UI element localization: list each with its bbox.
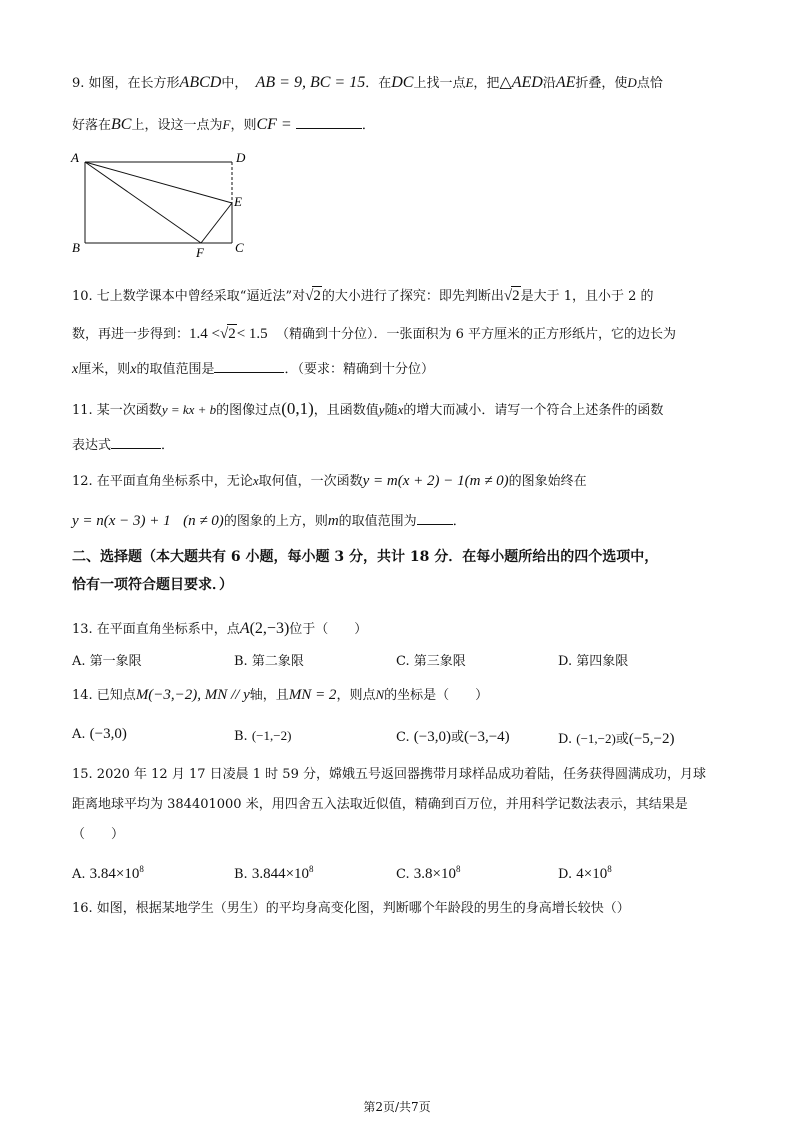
- q15-option-b[interactable]: B. $3.844\times 10^8$: [234, 864, 314, 882]
- q10-text: 的取值范围是: [136, 362, 215, 377]
- q10-line3: [72, 358, 434, 379]
- label-d: D: [236, 150, 246, 165]
- q12-text: ．: [452, 514, 466, 529]
- segment-bc: BC: [111, 116, 132, 133]
- q11-text: 表达式: [72, 438, 112, 453]
- mn-length: MN = 2: [288, 687, 337, 703]
- var-y: y: [378, 402, 385, 417]
- q13-text: 位于（ ）: [289, 622, 368, 637]
- point-e: E: [465, 75, 474, 90]
- answer-blank[interactable]: [111, 434, 161, 449]
- segment-ef-line: [201, 203, 232, 243]
- q12-line2: [72, 510, 466, 531]
- q15-line3: （ ）: [72, 827, 125, 842]
- linear-function: y = kx + b: [161, 402, 217, 417]
- q9-text: ．在: [365, 76, 392, 91]
- q11-text: ．: [161, 438, 175, 453]
- given-lengths: AB = 9, BC = 15: [255, 74, 366, 91]
- segment-af-line: [85, 162, 201, 243]
- section-heading-cont: 恰有一项符合题目要求．）: [72, 577, 233, 593]
- q9-text: 上，设这一点为: [131, 118, 223, 133]
- q10-text: （精确到十分位）．一张面积为 6 平方厘米的正方形纸片，它的边长为: [275, 327, 676, 342]
- q9-text: 好落在: [72, 118, 112, 133]
- q11-text: 的图像过点: [216, 403, 282, 418]
- q15-line1: 15. 2020 年 12 月 17 日凌晨 1 时 59 分，嫦娥五号返回器携带月球样品成功着陆，任务获得圆满成功，月球: [72, 767, 706, 782]
- q11-line2: [72, 434, 174, 455]
- q9-text: 沿: [542, 76, 556, 91]
- inequality-right: < 1.5: [236, 326, 268, 342]
- label-a: A: [71, 150, 79, 165]
- q13-option-a[interactable]: A. 第一象限: [72, 654, 142, 669]
- answer-blank[interactable]: [417, 510, 453, 525]
- q11-text: ，且函数值: [313, 403, 379, 418]
- q9-text: ，则: [230, 118, 257, 133]
- var-x: x: [130, 362, 137, 377]
- q11-text: 的增大而减小．请写一个符合上述条件的函数: [403, 403, 664, 418]
- q15-option-c[interactable]: C. $3.8\times 10^8$: [396, 864, 461, 882]
- q11-text: 随: [384, 403, 398, 418]
- var-x: x: [252, 473, 259, 488]
- q9-text: 9. 如图，在长方形: [72, 76, 180, 91]
- var-x: x: [72, 362, 79, 377]
- point-n: N: [375, 687, 385, 702]
- q9-text: 上找一点: [413, 76, 466, 91]
- q13-stem: 13. 在平面直角坐标系中，点A(2,−3)位于（ ）: [72, 620, 368, 637]
- label-c: C: [235, 240, 244, 255]
- sqrt-two: √2: [503, 288, 520, 304]
- q13-option-c[interactable]: C. 第三象限: [396, 654, 466, 669]
- q11-line1: [72, 400, 663, 420]
- answer-blank[interactable]: [214, 358, 284, 373]
- q12-text: 的图象的上方，则: [223, 514, 328, 529]
- q10-text: 是大于 1，且小于 2 的: [520, 289, 654, 304]
- segment-ae-line: [85, 162, 232, 203]
- q16-line1: 16. 如图，根据某地学生（男生）的平均身高变化图，判断哪个年龄段的男生的身高增长较快（）: [72, 901, 630, 916]
- q9-text: 中，: [221, 76, 248, 91]
- function-m: y = m(x + 2) − 1(m ≠ 0): [362, 473, 509, 489]
- q14-text: ，则点: [336, 688, 376, 703]
- q14-text: 14. 已知点: [72, 688, 136, 703]
- q9-text: ，把: [473, 76, 500, 91]
- q14-option-d[interactable]: D. (−1,−2)或(−5,−2): [558, 731, 675, 747]
- q10-text: 的大小进行了探究：即先判断出: [321, 289, 504, 304]
- var-x: x: [397, 402, 404, 417]
- label-b: B: [72, 240, 80, 255]
- condition-n: (n ≠ 0): [183, 513, 224, 529]
- q13-text: 13. 在平面直角坐标系中，点: [72, 622, 240, 637]
- q11-text: 11. 某一次函数: [72, 403, 162, 418]
- q15-option-d[interactable]: D. $4\times 10^8$: [558, 864, 612, 882]
- q14-option-a[interactable]: A. (−3,0): [72, 726, 127, 742]
- q14-text: 的坐标是（ ）: [384, 688, 489, 703]
- q9-text: 折叠，使: [575, 76, 628, 91]
- sqrt-two: √2: [219, 326, 236, 342]
- q15-option-a[interactable]: A. $3.84\times 10^8$: [72, 864, 144, 882]
- q10-text: 数，再进一步得到：: [72, 327, 190, 342]
- q15-line2: 距离地球平均为 384401000 米，用四舍五入法取近似值，精确到百万位，并用科学记数法表示，其结果是: [72, 797, 688, 812]
- point-f: F: [222, 117, 231, 132]
- point-m-condition: M(−3,−2), MN // y: [135, 687, 250, 703]
- q9-line1: [72, 74, 663, 93]
- q13-option-d[interactable]: D. 第四象限: [558, 654, 629, 669]
- q13-option-b[interactable]: B. 第二象限: [234, 654, 304, 669]
- q12-text: 12. 在平面直角坐标系中，无论: [72, 474, 253, 489]
- q14-text: 轴，且: [249, 688, 289, 703]
- section-heading: 二、选择题（本大题共有 6 小题，每小题 3 分，共计 18 分．在每小题所给出的四个选项中，: [72, 549, 659, 565]
- page-number: 第2页/共7页: [363, 1100, 431, 1114]
- q12-line1: [72, 472, 587, 491]
- q14-stem: [72, 686, 488, 705]
- sqrt-two: √2: [305, 288, 321, 304]
- rectangle-fold-figure: [66, 150, 256, 260]
- label-f: F: [196, 245, 204, 260]
- triangle-aed: △AED: [499, 74, 543, 91]
- segment-ae: AE: [555, 74, 576, 91]
- var-m: m: [327, 513, 339, 529]
- q10-line2: [72, 324, 676, 344]
- q14-option-b[interactable]: B. (−1,−2): [234, 728, 292, 744]
- point-0-1: (0,1): [281, 399, 314, 418]
- point-d: D: [627, 75, 637, 90]
- q12-text: 取何值，一次函数: [258, 474, 363, 489]
- cf-expression: CF =: [256, 116, 292, 133]
- function-n: y = n(x − 3) + 1: [72, 513, 171, 529]
- q12-text: 的取值范围为: [338, 514, 417, 529]
- q9-text: 点恰: [636, 76, 663, 91]
- q10-line1: [72, 286, 654, 306]
- q10-text: 10. 七上数学课本中曾经采取“逼近法”对: [72, 289, 306, 304]
- q9-line2: [72, 114, 375, 135]
- rect-name: ABCD: [179, 74, 222, 91]
- q10-text: 厘米，则: [78, 362, 131, 377]
- q14-option-c[interactable]: C. (−3,0)或(−3,−4): [396, 729, 510, 745]
- q12-text: 的图象始终在: [508, 474, 587, 489]
- segment-dc: DC: [391, 74, 414, 91]
- inequality-left: 1.4 <: [189, 326, 220, 342]
- answer-blank[interactable]: [296, 114, 362, 129]
- q10-text: ．（要求：精确到十分位）: [284, 362, 434, 377]
- label-e: E: [234, 194, 242, 209]
- q9-text: ．: [361, 118, 375, 133]
